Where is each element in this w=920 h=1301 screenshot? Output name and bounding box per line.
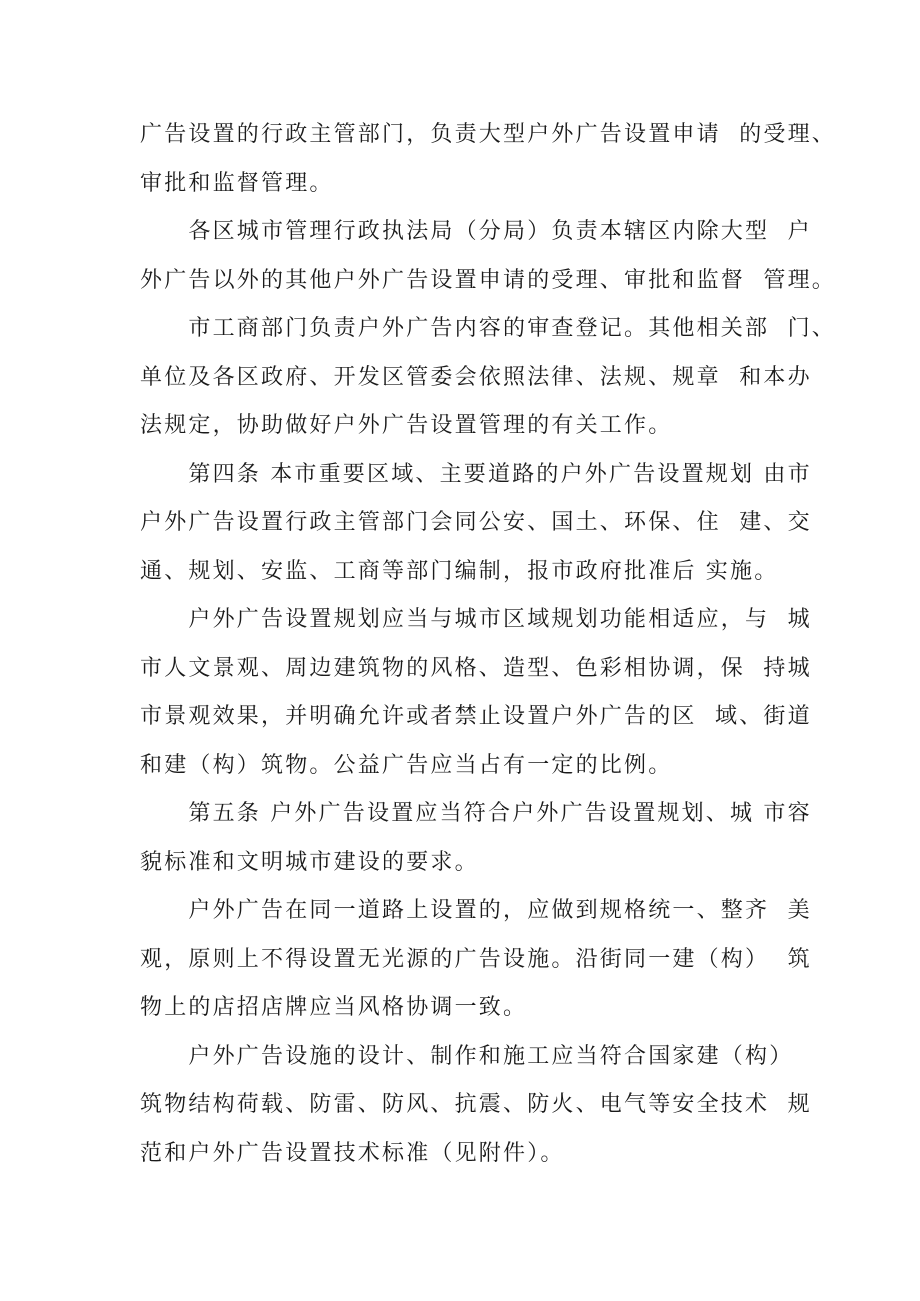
paragraph-line: 市工商部门负责户外广告内容的审查登记。其他相关部 门、 bbox=[140, 316, 836, 341]
paragraph-line: 物上的店招店牌应当风格协调一致。 bbox=[140, 995, 528, 1020]
paragraph-line: 范和户外广告设置技术标准（见附件）。 bbox=[140, 1140, 565, 1166]
paragraph-line: 户外广告设施的设计、制作和施工应当符合国家建（构） bbox=[140, 1043, 794, 1069]
paragraph-line: 外广告以外的其他户外广告设置申请的受理、审批和监督 管理。 bbox=[140, 267, 836, 293]
paragraph-line: 审批和监督管理。 bbox=[140, 170, 334, 196]
paragraph-line: 法规定，协助做好户外广告设置管理的有关工作。 bbox=[140, 413, 673, 438]
paragraph-line: 第五条 户外广告设置应当符合户外广告设置规划、城 市容 bbox=[140, 801, 812, 826]
paragraph-line: 广告设置的行政主管部门，负责大型户外广告设置申请 的受理、 bbox=[140, 122, 836, 147]
paragraph-line: 市景观效果，并明确允许或者禁止设置户外广告的区 域、街道 bbox=[140, 704, 812, 729]
paragraph-line: 各区城市管理行政执法局（分局）负责本辖区内除大型 户 bbox=[140, 219, 812, 244]
paragraph-line: 筑物结构荷载、防雷、防风、抗震、防火、电气等安全技术 规 bbox=[140, 1092, 812, 1117]
paragraph-line: 市人文景观、周边建筑物的风格、造型、色彩相协调，保 持城 bbox=[140, 655, 812, 681]
paragraph-line: 和建（构）筑物。公益广告应当占有一定的比例。 bbox=[140, 752, 673, 778]
document-body bbox=[140, 111, 836, 1178]
paragraph-line: 单位及各区政府、开发区管委会依照法律、法规、规章 和本办 bbox=[140, 364, 812, 390]
paragraph-line: 第四条 本市重要区域、主要道路的户外广告设置规划 由市 bbox=[140, 461, 812, 487]
paragraph-line: 通、规划、安监、工商等部门编制，报市政府批准后 实施。 bbox=[140, 558, 779, 584]
paragraph-line: 观，原则上不得设置无光源的广告设施。沿街同一建（构） 筑 bbox=[140, 946, 812, 972]
paragraph-line: 户外广告设置规划应当与城市区域规划功能相适应，与 城 bbox=[140, 607, 812, 632]
paragraph-line: 户外广告设置行政主管部门会同公安、国土、环保、住 建、交 bbox=[140, 510, 812, 535]
paragraph-line: 貌标准和文明城市建设的要求。 bbox=[140, 849, 479, 875]
paragraph-line: 户外广告在同一道路上设置的，应做到规格统一、整齐 美 bbox=[140, 898, 812, 923]
